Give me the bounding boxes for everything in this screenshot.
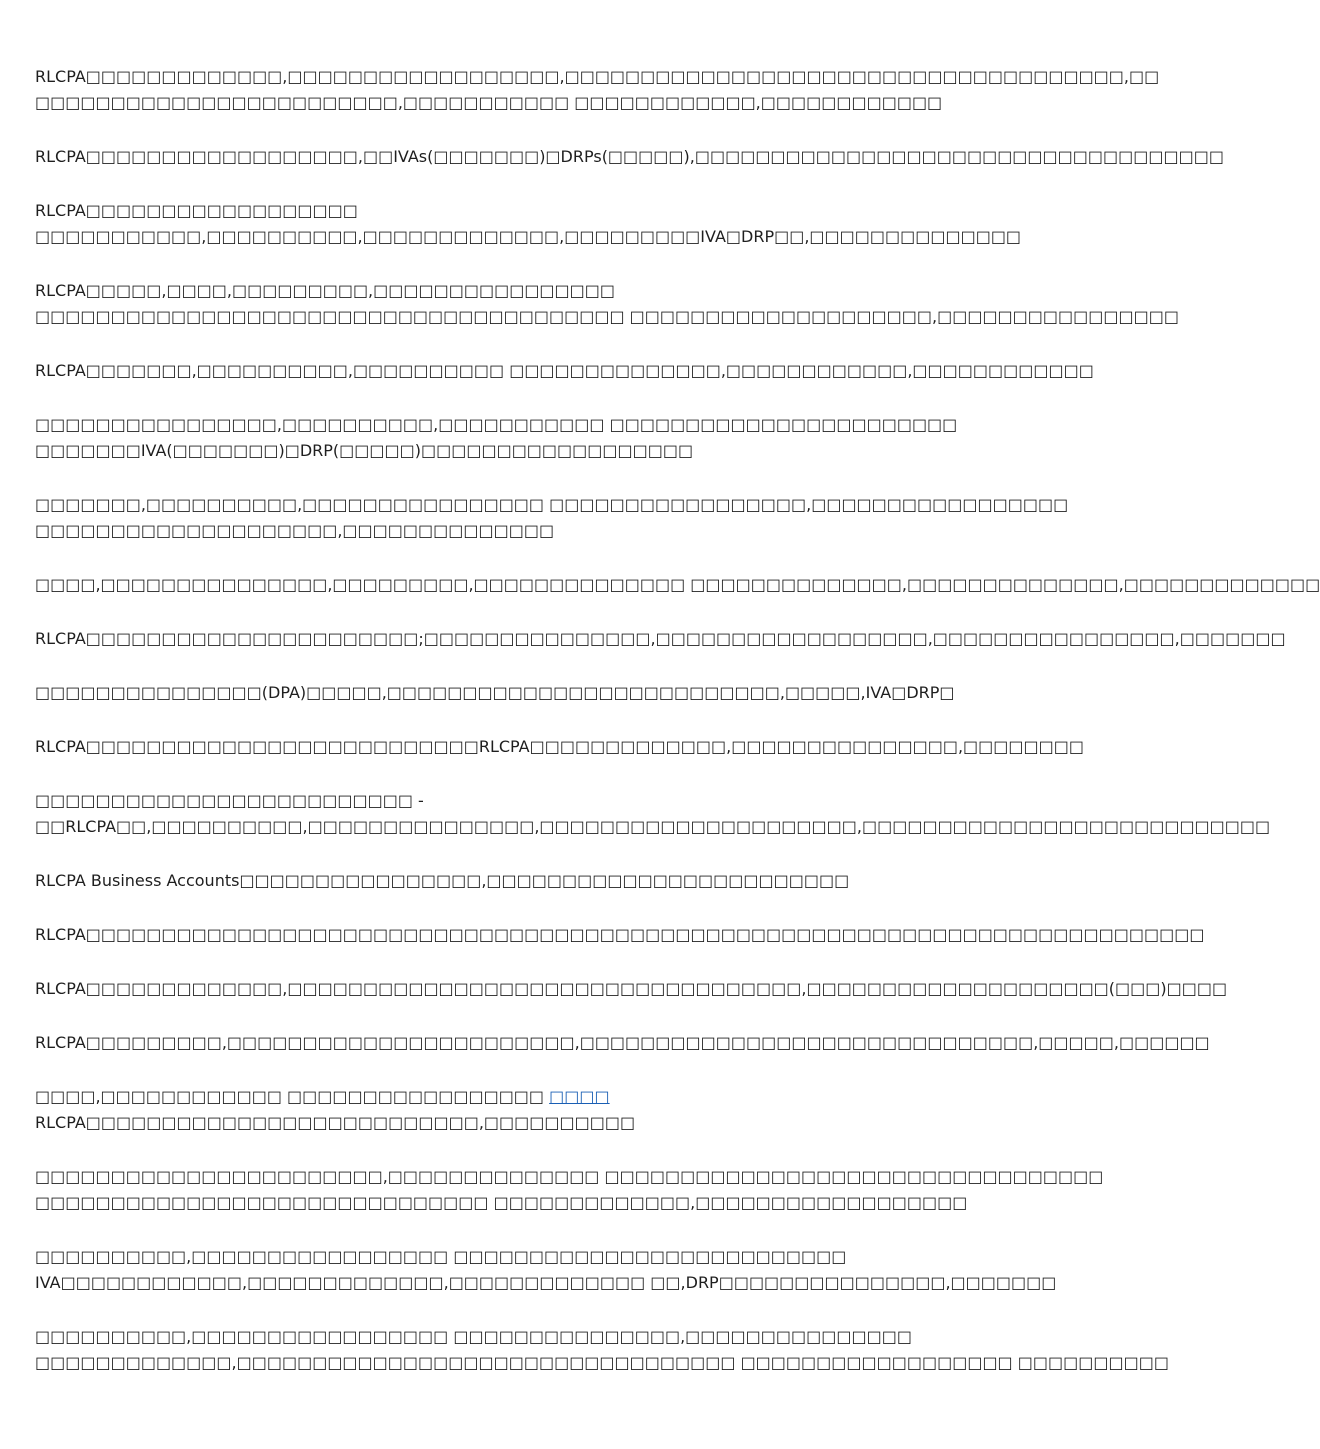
- paragraph: [35, 788, 1271, 840]
- text-line: [35, 358, 1094, 384]
- line-text: RLCPA□□□□□,□□□□,□□□□□□□□□,□□□□□□□□□□□□□□□□: [35, 281, 616, 300]
- paragraph: [35, 198, 1022, 250]
- line-text: RLCPA□□□□□□□,□□□□□□□□□□,□□□□□□□□□□ □□□□□□□□□□□□□□,□□□□□□□□□□□□,□□□□□□□□□□□□: [35, 361, 1094, 380]
- line-text: □□□□□□□□□□□□□□□□□□□□□□□□□□□□□□□□□□□□□□□ □□□□□□□□□□□□□□□□□□□□,□□□□□□□□□□□□□□□□: [35, 307, 1179, 326]
- line-text: □□□□□□□□□□□□□□□□,□□□□□□□□□□,□□□□□□□□□□□ □□□□□□□□□□□□□□□□□□□□□□□: [35, 415, 958, 434]
- text-line: [35, 224, 1022, 250]
- text-line: [35, 734, 1084, 760]
- line-text: RLCPA Business Accounts□□□□□□□□□□□□□□□□,□□□□□□□□□□□□□□□□□□□□□□□□: [35, 871, 850, 890]
- line-text: RLCPA□□□□□□□□□□□□□□□□□□□□□□□□□□,□□□□□□□□□□: [35, 1113, 636, 1132]
- inline-link[interactable]: □□□□: [549, 1087, 610, 1106]
- line-text: □□RLCPA□□,□□□□□□□□□□,□□□□□□□□□□□□□□□,□□□□□□□□□□□□□□□□□□□□□,□□□□□□□□□□□□□□□□□□□□□□□□□□□: [35, 817, 1271, 836]
- line-text: IVA□□□□□□□□□□□□,□□□□□□□□□□□□□,□□□□□□□□□□□□□ □□,DRP□□□□□□□□□□□□□□□,□□□□□□□: [35, 1273, 1057, 1292]
- text-line: [35, 1190, 990, 1216]
- line-text: □□□□□□□□□□□□□□□□□□□□□□□□□□□□□□ □□□□□□□□□□□□□,□□□□□□□□□□□□□□□□□□: [35, 1193, 968, 1212]
- paragraph: [35, 358, 1094, 384]
- line-text: □□□□□□□□□□□□□□□□□□□□□□□□□ -: [35, 791, 424, 810]
- paragraph: [35, 680, 990, 706]
- line-text: □□□□□□□□□□□,□□□□□□□□□□,□□□□□□□□□□□□□,□□□□□□□□□IVA□DRP□□,□□□□□□□□□□□□□□: [35, 227, 1022, 246]
- text-line: [35, 680, 990, 706]
- text-line: [35, 1270, 1057, 1296]
- paragraph: [35, 976, 1228, 1002]
- paragraph: [35, 1084, 990, 1136]
- line-text: RLCPA□□□□□□□□□□□□□□□□□□□□□□□□□□□□□□□□□□□□□□□□□□□□□□□□□□□□□□□□□□□□□□□□□□□□□□□□□□: [35, 925, 1205, 944]
- paragraph: [35, 734, 1084, 760]
- text-line: [35, 922, 1205, 948]
- line-text: RLCPA□□□□□□□□□□□□□,□□□□□□□□□□□□□□□□□□,□□□□□□□□□□□□□□□□□□□□□□□□□□□□□□□□□□□□□,□□: [35, 67, 1160, 86]
- paragraph: [35, 572, 1320, 598]
- line-text: □□□□,□□□□□□□□□□□□□□□,□□□□□□□□□,□□□□□□□□□□□□□□ □□□□□□□□□□□□□□,□□□□□□□□□□□□□□,□□□□□□□□□□□□□: [35, 575, 1320, 594]
- text-line: [35, 1350, 1169, 1376]
- paragraph: [35, 412, 990, 464]
- paragraph: [35, 1324, 1169, 1376]
- text-line: [35, 198, 990, 224]
- text-line: [35, 1110, 990, 1136]
- line-text: □□□□□□□□□□□□□,□□□□□□□□□□□□□□□□□□□□□□□□□□□□□□□□□ □□□□□□□□□□□□□□□□□□ □□□□□□□□□□: [35, 1353, 1169, 1372]
- text-line: [35, 788, 990, 814]
- document-body: [35, 64, 1320, 1404]
- line-text: □□□□□□□□□□,□□□□□□□□□□□□□□□□□ □□□□□□□□□□□□□□□,□□□□□□□□□□□□□□□: [35, 1327, 912, 1346]
- text-line: [35, 1084, 990, 1110]
- text-line: [35, 304, 1179, 330]
- text-line: [35, 868, 990, 894]
- line-text: RLCPA□□□□□□□□□□□□□□□□□□□□□□□□□□RLCPA□□□□□□□□□□□□□,□□□□□□□□□□□□□□□,□□□□□□□□: [35, 737, 1084, 756]
- line-text: □□□□□□□□□□□□□□□(DPA)□□□□□,□□□□□□□□□□□□□□□□□□□□□□□□□□,□□□□□,IVA□DRP□: [35, 683, 955, 702]
- text-line: [35, 492, 1069, 518]
- paragraph: [35, 1244, 1057, 1296]
- line-text: □□□□□□□,□□□□□□□□□□,□□□□□□□□□□□□□□□□ □□□□□□□□□□□□□□□□□,□□□□□□□□□□□□□□□□□: [35, 495, 1069, 514]
- text-line: [35, 518, 990, 544]
- text-line: [35, 438, 990, 464]
- text-line: [35, 976, 1228, 1002]
- line-text: □□□□,□□□□□□□□□□□□ □□□□□□□□□□□□□□□□□: [35, 1087, 545, 1106]
- text-line: [35, 278, 990, 304]
- text-line: [35, 1324, 990, 1350]
- paragraph: [35, 1164, 1104, 1216]
- paragraph: [35, 868, 990, 894]
- line-text: RLCPA□□□□□□□□□,□□□□□□□□□□□□□□□□□□□□□□□,□□□□□□□□□□□□□□□□□□□□□□□□□□□□□□,□□□□□,□□□□□□: [35, 1033, 1210, 1052]
- line-text: □□□□□□□□□□,□□□□□□□□□□□□□□□□□ □□□□□□□□□□□□□□□□□□□□□□□□□□: [35, 1247, 847, 1266]
- text-line: [35, 90, 990, 116]
- text-line: [35, 814, 1271, 840]
- text-line: [35, 64, 1160, 90]
- paragraph: [35, 64, 1160, 116]
- text-line: [35, 626, 1286, 652]
- text-line: [35, 1244, 990, 1270]
- line-text: □□□□□□□□□□□□□□□□□□□□□□□□,□□□□□□□□□□□ □□□□□□□□□□□□,□□□□□□□□□□□□: [35, 93, 943, 112]
- line-text: RLCPA□□□□□□□□□□□□□□□□□□: [35, 201, 358, 220]
- text-line: [35, 1164, 1104, 1190]
- paragraph: [35, 626, 1286, 652]
- text-line: [35, 144, 1224, 170]
- paragraph: [35, 922, 1205, 948]
- line-text: □□□□□□□IVA(□□□□□□□)□DRP(□□□□□)□□□□□□□□□□□□□□□□□□: [35, 441, 694, 460]
- line-text: □□□□□□□□□□□□□□□□□□□□,□□□□□□□□□□□□□□: [35, 521, 555, 540]
- line-text: RLCPA□□□□□□□□□□□□□□□□□□,□□IVAs(□□□□□□□)□DRPs(□□□□□),□□□□□□□□□□□□□□□□□□□□□□□□□□□□□□□□□□□: [35, 147, 1224, 166]
- text-line: [35, 412, 990, 438]
- text-line: [35, 572, 1320, 598]
- text-line: [35, 1030, 1210, 1056]
- line-text: RLCPA□□□□□□□□□□□□□,□□□□□□□□□□□□□□□□□□□□□□□□□□□□□□□□□□,□□□□□□□□□□□□□□□□□□□□(□□□)□□□□: [35, 979, 1228, 998]
- paragraph: [35, 492, 1069, 544]
- paragraph: [35, 1030, 1210, 1056]
- line-text: RLCPA□□□□□□□□□□□□□□□□□□□□□□;□□□□□□□□□□□□□□□,□□□□□□□□□□□□□□□□□□,□□□□□□□□□□□□□□□□,□□□□□□□: [35, 629, 1286, 648]
- line-text: □□□□□□□□□□□□□□□□□□□□□□□,□□□□□□□□□□□□□□ □□□□□□□□□□□□□□□□□□□□□□□□□□□□□□□□□: [35, 1167, 1104, 1186]
- paragraph: [35, 144, 1224, 170]
- paragraph: [35, 278, 1179, 330]
